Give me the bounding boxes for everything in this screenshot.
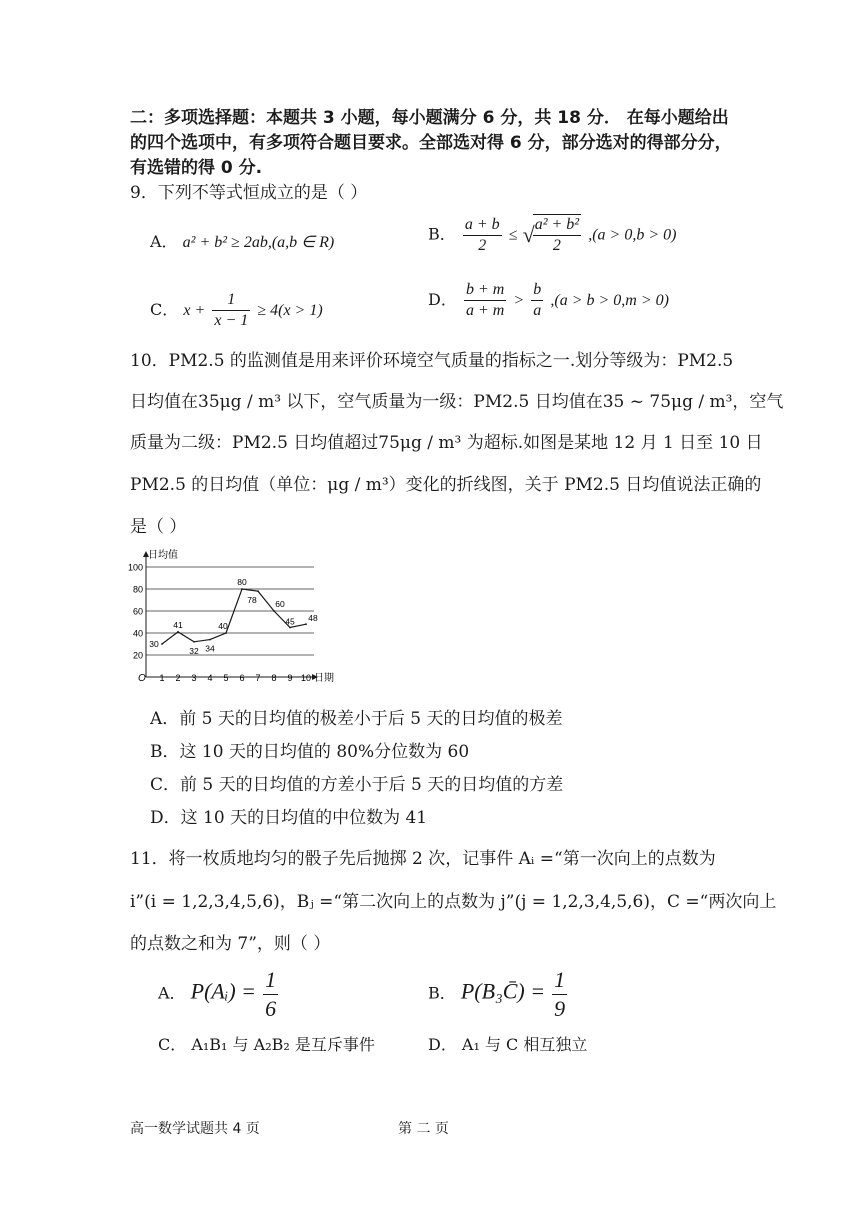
chart-x-tick-labels xyxy=(159,673,311,683)
data-label-9: 45 xyxy=(285,616,295,627)
q9-d-fraction-right: $\frac{b}{a}$ xyxy=(533,281,542,319)
q9-b-fraction-right: $\frac{\text{a² + b²}}{2}$ xyxy=(534,216,580,254)
sqrt-icon: √ xyxy=(522,222,535,247)
x-tick-4: 4 xyxy=(207,673,213,683)
q9-option-a-text: a² + b² ≥ 2ab,(a,b ∈ R) xyxy=(182,234,335,251)
question-10-line4: PM2.5 的日均值（单位：μg / m³）变化的折线图，关于 PM2.5 日均值说法正确的 xyxy=(130,475,762,495)
question-10-line1: 10．PM2.5 的监测值是用来评价环境空气质量的指标之一.划分等级为：PM2.5 xyxy=(130,351,734,371)
q9-option-b[interactable]: B． $\frac{a + b}{2}$ ≤ √ $\frac{\text{a² + b²}}{2}$ ,(a > 0,b > 0) xyxy=(428,215,677,254)
data-point-9 xyxy=(289,627,291,629)
question-11-line2: i”(i = 1,2,3,4,5,6)，Bⱼ =“第二次向上的点数为 j”(j = 1,2,3,4,5,6)，C =“两次向上 xyxy=(130,892,777,912)
q11-option-d[interactable]: D． A₁ 与 C 相互独立 xyxy=(428,1035,588,1054)
data-label-4: 34 xyxy=(205,643,215,654)
question-9-stem: 9．下列不等式恒成立的是（ ） xyxy=(130,183,368,203)
question-10-line3: 质量为二级：PM2.5 日均值超过75μg / m³ 为超标.如图是某地 12 月 1 日至 10 日 xyxy=(130,433,763,453)
q9-c-fraction: $\frac{1}{x - 1}$ xyxy=(214,291,249,329)
x-tick-2: 2 xyxy=(175,673,181,683)
chart-y-axis-label: 日均值 xyxy=(148,550,178,561)
data-label-6: 80 xyxy=(237,577,247,587)
chart-origin-label: O xyxy=(138,673,146,684)
data-label-8: 60 xyxy=(275,599,285,609)
x-tick-5: 5 xyxy=(223,673,229,683)
q11-b-fraction: $\frac{1}{9}$ xyxy=(554,967,566,1021)
q11-option-a-label: A． xyxy=(158,983,186,1003)
chart-y-tick-labels xyxy=(128,563,143,661)
q11-option-b-label: B． xyxy=(428,983,456,1003)
question-10-line5: 是（ ） xyxy=(130,517,187,537)
data-point-1 xyxy=(161,643,163,645)
x-tick-1: 1 xyxy=(159,673,165,683)
q11-option-b-lhs: P(B₃C̄) = xyxy=(460,978,546,1004)
q11-option-a[interactable] xyxy=(158,966,280,1022)
q10-option-a[interactable]: A．前 5 天的日均值的极差小于后 5 天的日均值的极差 xyxy=(150,709,563,729)
question-11-line1: 11．将一枚质地均匀的骰子先后抛掷 2 次，记事件 Aᵢ =“第一次向上的点数为 xyxy=(130,849,716,869)
q9-b-fraction-left: $\frac{a + b}{2}$ xyxy=(464,215,500,254)
section-heading-line2: 的四个选项中，有多项符合题目要求。全部选对得 6 分，部分选对的得部分分， xyxy=(130,133,732,153)
data-label-1: 30 xyxy=(149,639,159,649)
section-heading-line3: 有选错的得 0 分. xyxy=(130,158,263,178)
question-10-line2: 日均值在35μg / m³ 以下，空气质量为一级：PM2.5 日均值在35 ~ 75μg / m³，空气 xyxy=(130,392,784,412)
data-label-5: 40 xyxy=(218,621,228,631)
data-point-7 xyxy=(257,590,259,592)
x-tick-3: 3 xyxy=(191,673,197,683)
q10-option-b[interactable]: B．这 10 天的日均值的 80%分位数为 60 xyxy=(150,742,470,762)
x-tick-9: 9 xyxy=(287,673,293,683)
x-tick-8: 8 xyxy=(271,673,277,683)
data-label-3: 32 xyxy=(189,645,199,656)
x-tick-7: 7 xyxy=(255,673,261,683)
y-tick-80: 80 xyxy=(132,584,143,595)
footer-page-number: 第 二 页 xyxy=(398,1121,449,1137)
q9-option-d-condition: ,(a > b > 0,m > 0) xyxy=(550,292,669,309)
q9-option-a[interactable] xyxy=(150,229,334,252)
q11-option-b[interactable] xyxy=(428,966,569,1022)
y-tick-100: 100 xyxy=(127,562,143,573)
y-tick-20: 20 xyxy=(132,650,143,661)
data-point-4 xyxy=(209,639,211,641)
section-heading-line1: 二：多项选择题：本题共 3 小题，每小题满分 6 分，共 18 分． 在每小题给出 xyxy=(130,108,729,128)
data-point-2 xyxy=(177,631,179,633)
data-point-5 xyxy=(225,632,227,634)
data-point-10 xyxy=(305,623,307,625)
q9-option-c-label: C． xyxy=(150,300,179,319)
y-tick-60: 60 xyxy=(132,606,143,617)
footer-page-total: 高一数学试题共 4 页 xyxy=(130,1121,260,1137)
data-point-8 xyxy=(273,610,275,612)
q9-option-b-label: B． xyxy=(428,224,456,244)
data-label-7: 78 xyxy=(247,595,257,606)
chart-axes xyxy=(143,551,318,680)
x-tick-10: 10 xyxy=(300,673,312,683)
q10-option-c[interactable]: C．前 5 天的日均值的方差小于后 5 天的日均值的方差 xyxy=(150,775,564,795)
q11-option-a-lhs: P(Aᵢ) = xyxy=(190,978,257,1004)
y-tick-40: 40 xyxy=(132,628,143,639)
q9-option-b-condition: ,(a > 0,b > 0) xyxy=(588,226,677,244)
q10-option-d[interactable]: D．这 10 天的日均值的中位数为 41 xyxy=(150,808,428,828)
q11-option-c[interactable]: C． A₁B₁ 与 A₂B₂ 是互斥事件 xyxy=(158,1035,375,1054)
data-label-10: 48 xyxy=(308,613,318,624)
q9-d-fraction-left: $\frac{b + m}{a + m}$ xyxy=(465,281,505,319)
question-11-line3: 的点数之和为 7”，则（ ） xyxy=(130,934,331,954)
data-point-3 xyxy=(193,641,195,643)
pm25-line-chart xyxy=(118,545,338,690)
chart-x-axis-label: 日期 xyxy=(314,673,334,684)
q9-option-d-label: D． xyxy=(428,290,457,309)
q9-option-d[interactable]: D． $\frac{b + m}{a + m}$ > $\frac{b}{a}$ ,(a > b > 0,m > 0) xyxy=(428,281,669,319)
q9-option-c-text: ≥ 4(x > 1) xyxy=(257,302,323,319)
chart-gridlines xyxy=(146,567,314,655)
q9-option-c[interactable]: C． x + $\frac{1}{x - 1}$ ≥ 4(x > 1) xyxy=(150,291,323,329)
q9-option-a-label: A． xyxy=(150,232,178,251)
data-point-6 xyxy=(241,588,243,590)
data-label-2: 41 xyxy=(173,619,183,630)
x-tick-6: 6 xyxy=(239,673,245,683)
q11-a-fraction: $\frac{1}{6}$ xyxy=(265,967,277,1021)
